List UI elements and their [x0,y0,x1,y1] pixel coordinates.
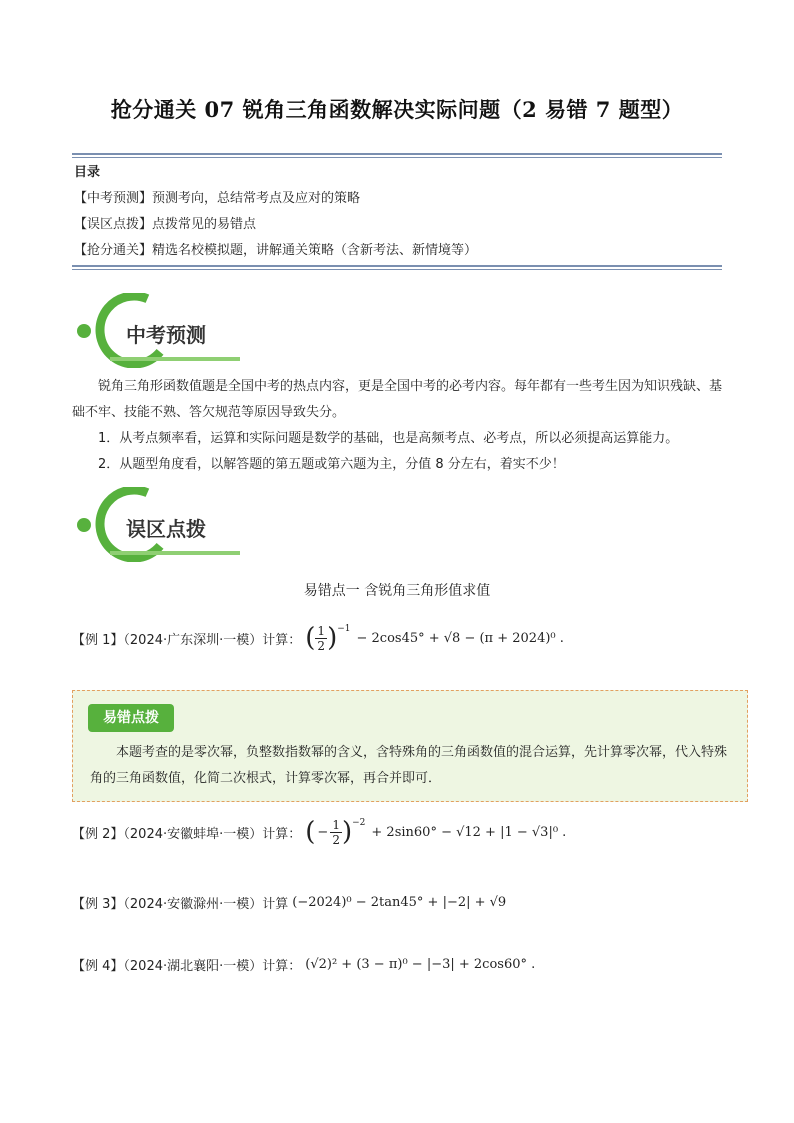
example-4 [72,952,535,976]
toc-item: 【误区点拨】点拨常见的易错点 [74,217,257,232]
toc-item: 【中考预测】预测考向，总结常考点及应对的策略 [74,191,361,206]
tip-tag: 易错点拨 [88,704,174,732]
example-label: 【例 2】（2024·安徽蚌埠·一模）计算： [72,826,302,842]
toc [74,160,477,264]
example-formula: (√2)² + (3 − π)⁰ − |−3| + 2cos60° . [305,956,536,972]
toc-top-rule [72,153,722,158]
example-label: 【例 3】（2024·安徽滁州·一模）计算 [72,896,289,912]
example-1 [72,618,564,658]
example-formula: ( − $\frac{1}{2}$ ) $^{-2}$ + 2sin60° − √12 + |1 − √3|⁰ . [305,817,567,847]
page-title: 抢分通关 07 锐角三角函数解决实际问题（2 易错 7 题型） [110,97,684,122]
tip-text: 本题考查的是零次幂，负整数指数幂的含义，含特殊角的三角函数值的混合运算，先计算零次幂，代入特殊角的三角函数值，化简二次根式，计算零次幂，再合并即可． [90,745,728,786]
example-3 [72,890,506,914]
example-formula: (−2024)⁰ − 2tan45° + |−2| + √9 [292,894,507,910]
forecast-point: 2．从题型角度看，以解答题的第五题或第六题为主，分值 8 分左右，着实不少！ [98,457,565,472]
forecast-point: 1．从考点频率看，运算和实际问题是数学的基础，也是高频考点、必考点，所以必须提高运算能力。 [98,431,679,446]
section-label-mistakes: 误区点拨 [126,517,206,541]
example-label: 【例 1】（2024·广东深圳·一模）计算： [72,632,302,648]
toc-bottom-rule [72,265,722,270]
section-label-forecast: 中考预测 [126,323,206,347]
section-header-forecast [72,293,252,368]
forecast-body [72,374,724,478]
example-label: 【例 4】（2024·湖北襄阳·一模）计算： [72,958,302,974]
example-2 [72,812,566,852]
toc-item: 【抢分通关】精选名校模拟题，讲解通关策略（含新考法、新情境等） [74,243,478,258]
section-header-mistakes [72,487,252,562]
example-formula: ( $\frac{1}{2}$ ) $^{-1}$ − 2cos45° + √8 − (π + 2024)⁰ . [305,623,564,653]
forecast-intro: 锐角三角形函数值题是全国中考的热点内容，更是全国中考的必考内容。每年都有一些考生因为知识残缺、基础不牢、技能不熟、答欠规范等原因导致失分。 [72,379,723,420]
tip-text-wrap [90,740,738,792]
toc-heading: 目录 [74,165,101,180]
mistake-subtitle: 易错点一 含锐角三角形值求值 [303,583,491,599]
